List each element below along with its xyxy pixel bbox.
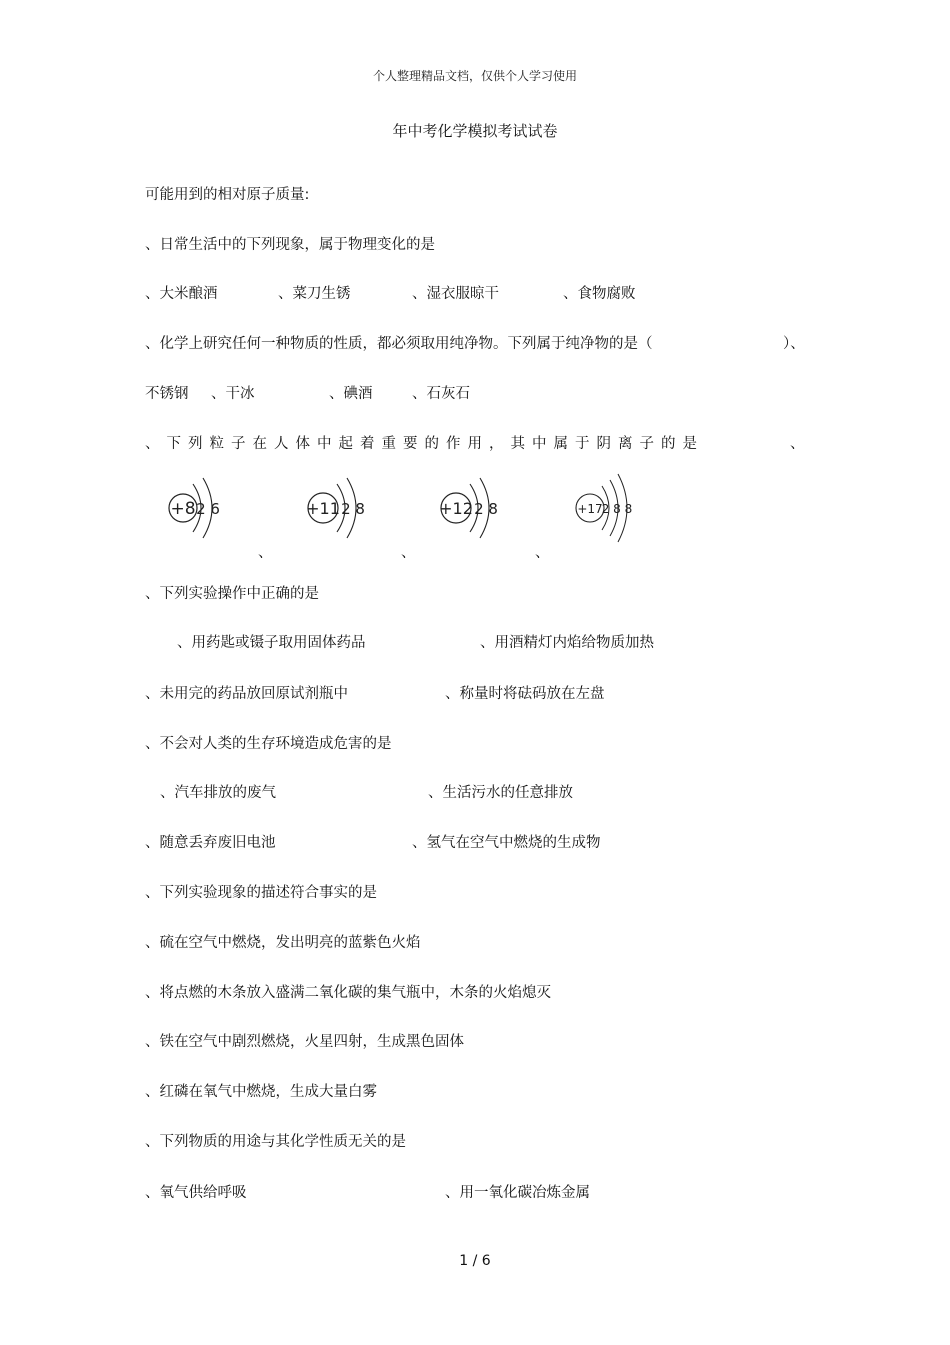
q3-separator-2: 、 [401,545,416,561]
atom-a-shells: 2 6 [196,500,220,518]
atom-diagram-oxygen [165,470,255,546]
question-2-stem: 、化学上研究任何一种物质的性质，都必须取用纯净物。下列属于纯净物的是（ [145,336,653,352]
q2-option-a: 不锈钢 [145,386,189,402]
atom-diagram-chlorine [572,470,662,546]
exam-title: 年中考化学模拟考试试卷 [392,122,558,140]
atom-b-nucleus: +11 [306,499,340,518]
atom-d-nucleus: +17 [577,502,603,516]
question-3-stem: 、下列粒子在人体中起着重要的作用，其中属于阴离子的是 [145,436,704,452]
question-1-stem: 、日常生活中的下列现象，属于物理变化的是 [145,237,435,253]
q5-option-a: 、汽车排放的废气 [160,785,276,801]
q4-option-b: 、用酒精灯内焰给物质加热 [480,635,654,651]
q5-option-b: 、生活污水的任意排放 [428,785,573,801]
q3-separator-3: 、 [535,545,550,561]
atom-c-nucleus: +12 [439,499,473,518]
q1-option-d: 、食物腐败 [563,286,636,302]
question-6-stem: 、下列实验现象的描述符合事实的是 [145,885,377,901]
q4-option-a: 、用药匙或镊子取用固体药品 [177,635,366,651]
intro-line: 可能用到的相对原子质量: [145,187,310,203]
atom-diagram-sodium [303,470,393,546]
question-2-paren-close: ）、 [783,336,805,352]
q2-option-d: 、石灰石 [412,386,470,402]
question-3-stem-end: 、 [790,436,805,452]
atom-d-shells: 2 8 8 [601,502,633,516]
q7-option-b: 、用一氧化碳冶炼金属 [445,1185,590,1201]
q5-option-d: 、氢气在空气中燃烧的生成物 [412,835,601,851]
q2-option-c: 、碘酒 [329,386,373,402]
q2-option-b: 、干冰 [211,386,255,402]
question-5-stem: 、不会对人类的生存环境造成危害的是 [145,736,392,752]
q4-option-c: 、未用完的药品放回原试剂瓶中 [145,686,348,702]
atom-c-shells: 2 8 [474,500,498,518]
q1-option-a: 、大米酿酒 [145,286,218,302]
q6-option-c: 、铁在空气中剧烈燃烧，火星四射，生成黑色固体 [145,1034,464,1050]
question-7-stem: 、下列物质的用途与其化学性质无关的是 [145,1134,406,1150]
q6-option-a: 、硫在空气中燃烧，发出明亮的蓝紫色火焰 [145,935,421,951]
q7-option-a: 、氧气供给呼吸 [145,1185,247,1201]
q4-option-d: 、称量时将砝码放在左盘 [445,686,605,702]
q6-option-d: 、红磷在氧气中燃烧，生成大量白雾 [145,1084,377,1100]
question-4-stem: 、下列实验操作中正确的是 [145,586,319,602]
page-number: 1 / 6 [459,1253,491,1269]
page-header: 个人整理精品文档，仅供个人学习使用 [372,69,577,83]
q3-separator-1: 、 [258,545,273,561]
q1-option-c: 、湿衣服晾干 [412,286,499,302]
q5-option-c: 、随意丢弃废旧电池 [145,835,276,851]
atom-diagram-magnesium [436,470,526,546]
q1-option-b: 、菜刀生锈 [278,286,351,302]
q6-option-b: 、将点燃的木条放入盛满二氧化碳的集气瓶中，木条的火焰熄灭 [145,985,551,1001]
atom-a-nucleus: +8 [170,499,196,519]
atom-b-shells: 2 8 [341,500,365,518]
